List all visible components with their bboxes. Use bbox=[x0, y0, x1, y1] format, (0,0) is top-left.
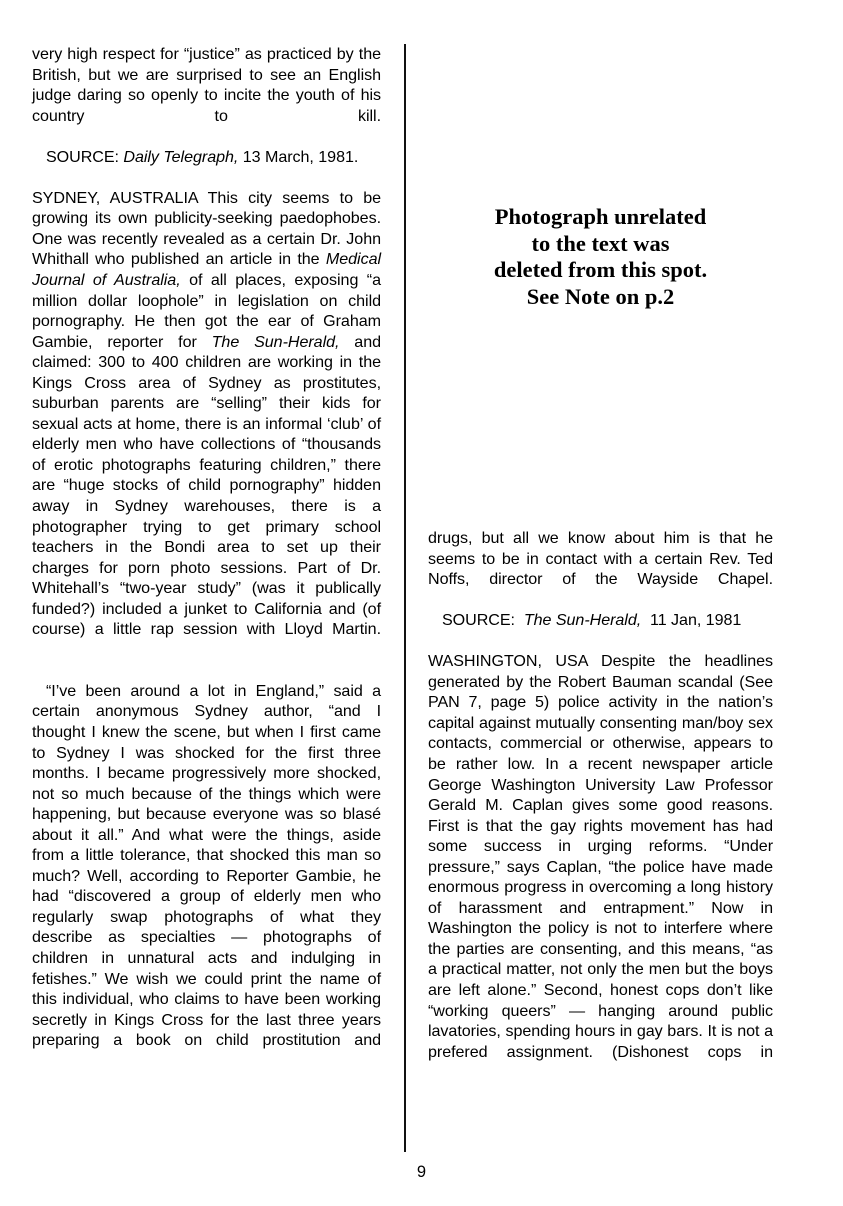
source-publication-title: Daily Telegraph, bbox=[123, 147, 239, 166]
paragraph-anonymous-sydney-author: “I’ve been around a lot in England,” said a certain anonymous Sydney author, “and I thought I knew the scene, but when I first came to Sydney I was shocked for the first three months. I became progressively more shocked, not so much because of the things which were happening, but because everyone was so blasé about it all.” And what were the things, aside from a little tolerance, that shocked this man so much? Well, according to Reporter Gambie, he had “discovered a group of elderly men who regularly swap photographs of what they describe as specialties — photographs of children in unnatural acts and indulging in fetishes.” We wish we could print the name of this individual, who claims to have been working secretly in Kings Cross for the last three years preparing a book on child prostitution and bbox=[32, 681, 381, 1050]
photo-notice-line-1: Photograph unrelated bbox=[494, 204, 707, 229]
right-text-column bbox=[428, 528, 773, 1083]
body-text-part-1: This city seems to be growing its own publicity-seeking paedophobes. One was recently revealed as a certain Dr. John Whithall who published an article in the bbox=[32, 188, 382, 269]
news-item-washington-usa bbox=[428, 651, 773, 1082]
source-label: SOURCE: bbox=[46, 147, 119, 166]
column-divider-rule bbox=[404, 44, 406, 1152]
body-text-part-2: of all places, exposing “a million dollar loophole” in legislation on child pornography. He then got the ear of Graham Gambie, reporter for bbox=[32, 270, 381, 351]
source-label: SOURCE: bbox=[442, 611, 515, 630]
italic-the-sun-herald: The Sun-Herald, bbox=[211, 332, 340, 351]
dateline-washington-usa: WASHINGTON, USA bbox=[428, 652, 588, 671]
photo-notice-line-3: deleted from this spot. bbox=[493, 257, 708, 282]
photo-notice-line-2: to the text was bbox=[531, 230, 670, 256]
italic-medical-journal-of-australia: Medical Journal of Australia, bbox=[32, 250, 381, 289]
paragraph-continuation-justice: very high respect for “justice” as practiced by the British, but we are surprised to see an English judge daring so openly to incite the youth of his country to kill. bbox=[32, 45, 381, 125]
source-date: 13 March, 1981. bbox=[242, 147, 359, 166]
news-item-sydney-australia bbox=[32, 188, 381, 661]
photo-notice-line-4: See Note on p.2 bbox=[526, 283, 675, 309]
page-number: 9 bbox=[416, 1163, 427, 1181]
source-publication-title: The Sun-Herald, bbox=[523, 611, 642, 630]
dateline-sydney-australia: SYDNEY, AUSTRALIA bbox=[32, 188, 198, 207]
source-date: 11 Jan, 1981 bbox=[650, 611, 742, 630]
source-line-sun-herald bbox=[428, 610, 773, 631]
body-text-washington: Despite the headlines generated by the Robert Bauman scandal (See PAN 7, page 5) police activity in the nation’s capital against mutually consenting man/boy sex contacts, commercial or otherwise, appears to be rather low. In a recent newspaper article George Washington University Law Professor Gerald M. Caplan gives some good reasons. First is that the gay rights movement has had some success in urging reforms. “Under pressure,” says Caplan, “the police have made enormous progress in overcoming a long history of harassment and entrapment.” Now in Washington the policy is not to interfere where the parties are consenting, and this means, “as a practical matter, not only the men but the boys are left alone.” Second, honest cops don’t like “working queers” — hanging around public lavatories, spending hours in gay bars. It is not a prefered assignment. (Dishonest cops in bbox=[428, 652, 774, 1061]
paragraph-continuation-drugs: drugs, but all we know about him is that he seems to be in contact with a certain Rev. Ted Noffs, director of the Wayside Chapel. bbox=[428, 529, 773, 589]
left-text-column bbox=[32, 44, 381, 1071]
body-text-part-3: and claimed: 300 to 400 children are working in the Kings Cross area of Sydney as prostitutes, suburban parents are “selling” their kids for sexual acts at home, there is an informal ‘club’ of elderly men who have collections of “thousands of erotic photographs featuring children,” there are “huge stocks of child pornography” hidden away in Sydney warehouses, there is a photographer trying to get primary school teachers in the Bondi area to set up their charges for porn photo sessions. Part of Dr. Whitehall’s “two-year study” (was it publically funded?) included a junket to California and (of course) a little rap session with Lloyd Martin. bbox=[32, 332, 382, 639]
source-line-daily-telegraph bbox=[32, 147, 381, 168]
photo-removed-notice bbox=[428, 204, 773, 310]
